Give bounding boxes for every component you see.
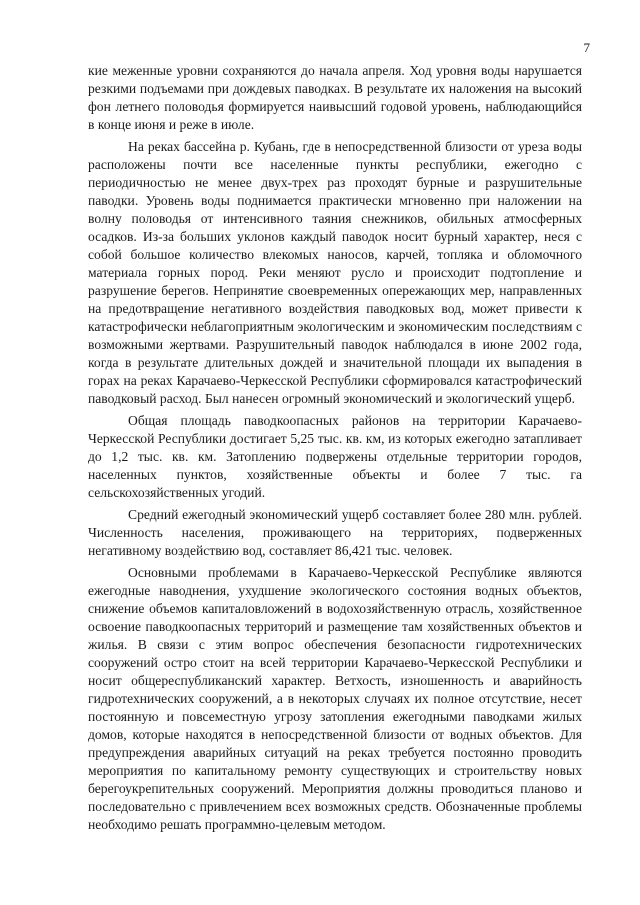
body-text bbox=[88, 62, 582, 838]
paragraph-continuation: кие меженные уровни сохраняются до начала апреля. Ход уровня воды нарушается резкими подъемами при дождевых паводках. В результате их наложения на высокий фон летнего половодья формируется наивысший годовой уровень, наблюдающийся в конце июня и реже в июле. bbox=[88, 63, 582, 132]
paragraph-economic-damage: Средний ежегодный экономический ущерб составляет более 280 млн. рублей. Численность населения, проживающего на территориях, подверженных негативному воздействию вод, составляет 86,421 тыс. человек. bbox=[88, 507, 582, 558]
paragraph-kuban-floods: На реках бассейна р. Кубань, где в непосредственной близости от уреза воды расположены почти все населенные пункты республики, ежегодно с периодичностью не менее двух-трех раз проходят бурные и разрушительные паводки. Уровень воды поднимается практически мгновенно при наложении на волну половодья от интенсивного таяния снежников, обильных атмосферных осадков. Из-за больших уклонов каждый паводок носит бурный характер, неся с собой большое количество влекомых наносов, карчей, топляка и обломочного материала горных пород. Реки меняют русло и происходит подтопление и разрушение берегов. Непринятие своевременных опережающих мер, направленных на предотвращение негативного воздействия паводковых вод, может привести к катастрофически неблагоприятным экологическим и экономическим последствиям с возможными жертвами. Разрушительный паводок наблюдался в июне 2002 года, когда в результате длительных дождей и значительной площади их выпадения в горах на реках Карачаево-Черкесской Республики сформировался катастрофический паводковый расход. Был нанесен огромный экономический и экологический ущерб. bbox=[88, 139, 582, 406]
paragraph-flood-area: Общая площадь паводкоопасных районов на территории Карачаево-Черкесской Республики достигает 5,25 тыс. кв. км, из которых ежегодно затапливает до 1,2 тыс. кв. км. Затоплению подвержены отдельные территории городов, населенных пунктов, хозяйственные объекты и более 7 тыс. га сельскохозяйственных угодий. bbox=[88, 413, 582, 500]
paragraph-main-problems: Основными проблемами в Карачаево-Черкесской Республике являются ежегодные наводнения, ухудшение экологического состояния водных объектов, снижение объемов капиталовложений в водохозяйственную отрасль, хозяйственное освоение паводкоопасных территорий и размещение там хозяйственных объектов и жилья. В связи с этим вопрос обеспечения безопасности гидротехнических сооружений остро стоит на всей территории Карачаево-Черкесской Республики и носит общереспубликанский характер. Ветхость, изношенность и аварийность гидротехнических сооружений, а в некоторых случаях их полное отсутствие, несет постоянную и повсеместную угрозу затопления ежегодными паводками жилых домов, которые находятся в непосредственной близости от водных объектов. Для предупреждения аварийных ситуаций на реках требуется постоянно проводить мероприятия по капитальному ремонту существующих и строительству новых берегоукрепительных сооружений. Мероприятия должны проводиться планово и последовательно с привлечением всех возможных средств. Обозначенные проблемы необходимо решать программно-целевым методом. bbox=[88, 565, 582, 832]
page-number: 7 bbox=[583, 40, 590, 55]
